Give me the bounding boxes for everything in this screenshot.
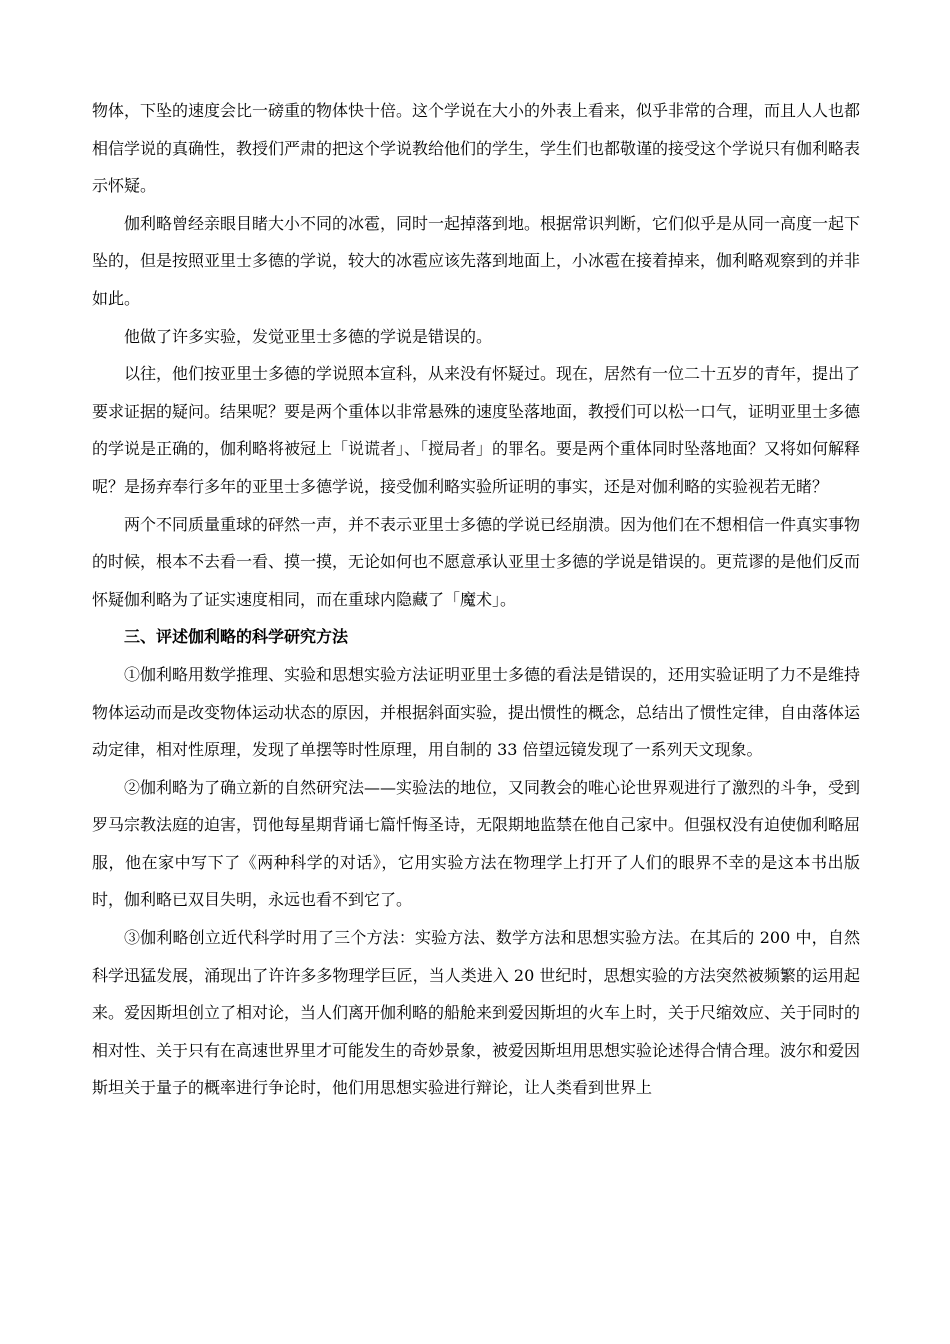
section-paragraph-1: ①伽利略用数学推理、实验和思想实验方法证明亚里士多德的看法是错误的，还用实验证明了力不是维持物体运动而是改变物体运动状态的原因，并根据斜面实验，提出惯性的概念，总结出了惯性定律，自由落体运动定律，相对性原理，发现了单摆等时性原理，用自制的 33 倍望远镜发现了一系列天文现象。 (92, 664, 861, 760)
paragraph-hailstones: 伽利略曾经亲眼目睹大小不同的冰雹，同时一起掉落到地。根据常识判断，它们似乎是从同一高度一起下坠的，但是按照亚里士多德的学说，较大的冰雹应该先落到地面上，小冰雹在接着掉来，伽利略观察到的并非如此。 (92, 213, 861, 308)
document-page (92, 92, 860, 1107)
section-heading: 三、评述伽利略的科学研究方法 (124, 627, 349, 647)
paragraph-collapse: 两个不同质量重球的砰然一声，并不表示亚里士多德的学说已经崩溃。因为他们在不想相信一件真实事物的时候，根本不去看一看、摸一摸，无论如何也不愿意承认亚里士多德的学说是错误的。更荒谬的是他们反而怀疑伽利略为了证实速度相同，而在重球内隐藏了「魔术」。 (92, 514, 861, 609)
paragraph-experiments: 他做了许多实验，发觉亚里士多德的学说是错误的。 (124, 326, 493, 346)
section-paragraph-2: ②伽利略为了确立新的自然研究法——实验法的地位，又同教会的唯心论世界观进行了激烈的斗争，受到罗马宗教法庭的迫害，罚他每星期背诵七篇忏悔圣诗，无限期地监禁在他自己家中。但强权没有迫使伽利略屈服，他在家中写下了《两种科学的对话》，它用实验方法在物理学上打开了人们的眼界不幸的是这本书出版时，伽利略已双目失明，永远也看不到它了。 (92, 777, 861, 910)
paragraph-continuation: 物体，下坠的速度会比一磅重的物体快十倍。这个学说在大小的外表上看来，似乎非常的合理，而且人人也都相信学说的真确性，教授们严肃的把这个学说教给他们的学生，学生们也都敬谨的接受这个学说只有伽利略表示怀疑。 (92, 101, 861, 196)
paragraph-doubt: 以往，他们按亚里士多德的学说照本宣科，从来没有怀疑过。现在，居然有一位二十五岁的青年，提出了要求证据的疑问。结果呢？要是两个重体以非常悬殊的速度坠落地面，教授们可以松一口气，证明亚里士多德的学说是正确的，伽利略将被冠上「说谎者」、「搅局者」的罪名。要是两个重体同时坠落地面？又将如何解释呢？是扬弃奉行多年的亚里士多德学说，接受伽利略实验所证明的事实，还是对伽利略的实验视若无睹？ (92, 364, 861, 496)
section-paragraph-3: ③伽利略创立近代科学时用了三个方法：实验方法、数学方法和思想实验方法。在其后的 200 中，自然科学迅猛发展，涌现出了许许多多物理学巨匠，当人类进入 20 世纪时，思想实验的方法突然被频繁的运用起来。爱因斯坦创立了相对论，当人们离开伽利略的船舱来到爱因斯坦的火车上时，关于尺缩效应、关于同时的相对性、关于只有在高速世界里才可能发生的奇妙景象，被爱因斯坦用思想实验论述得合情合理。波尔和爱因斯坦关于量子的概率进行争论时，他们用思想实验进行辩论，让人类看到世界上 (92, 928, 861, 1098)
